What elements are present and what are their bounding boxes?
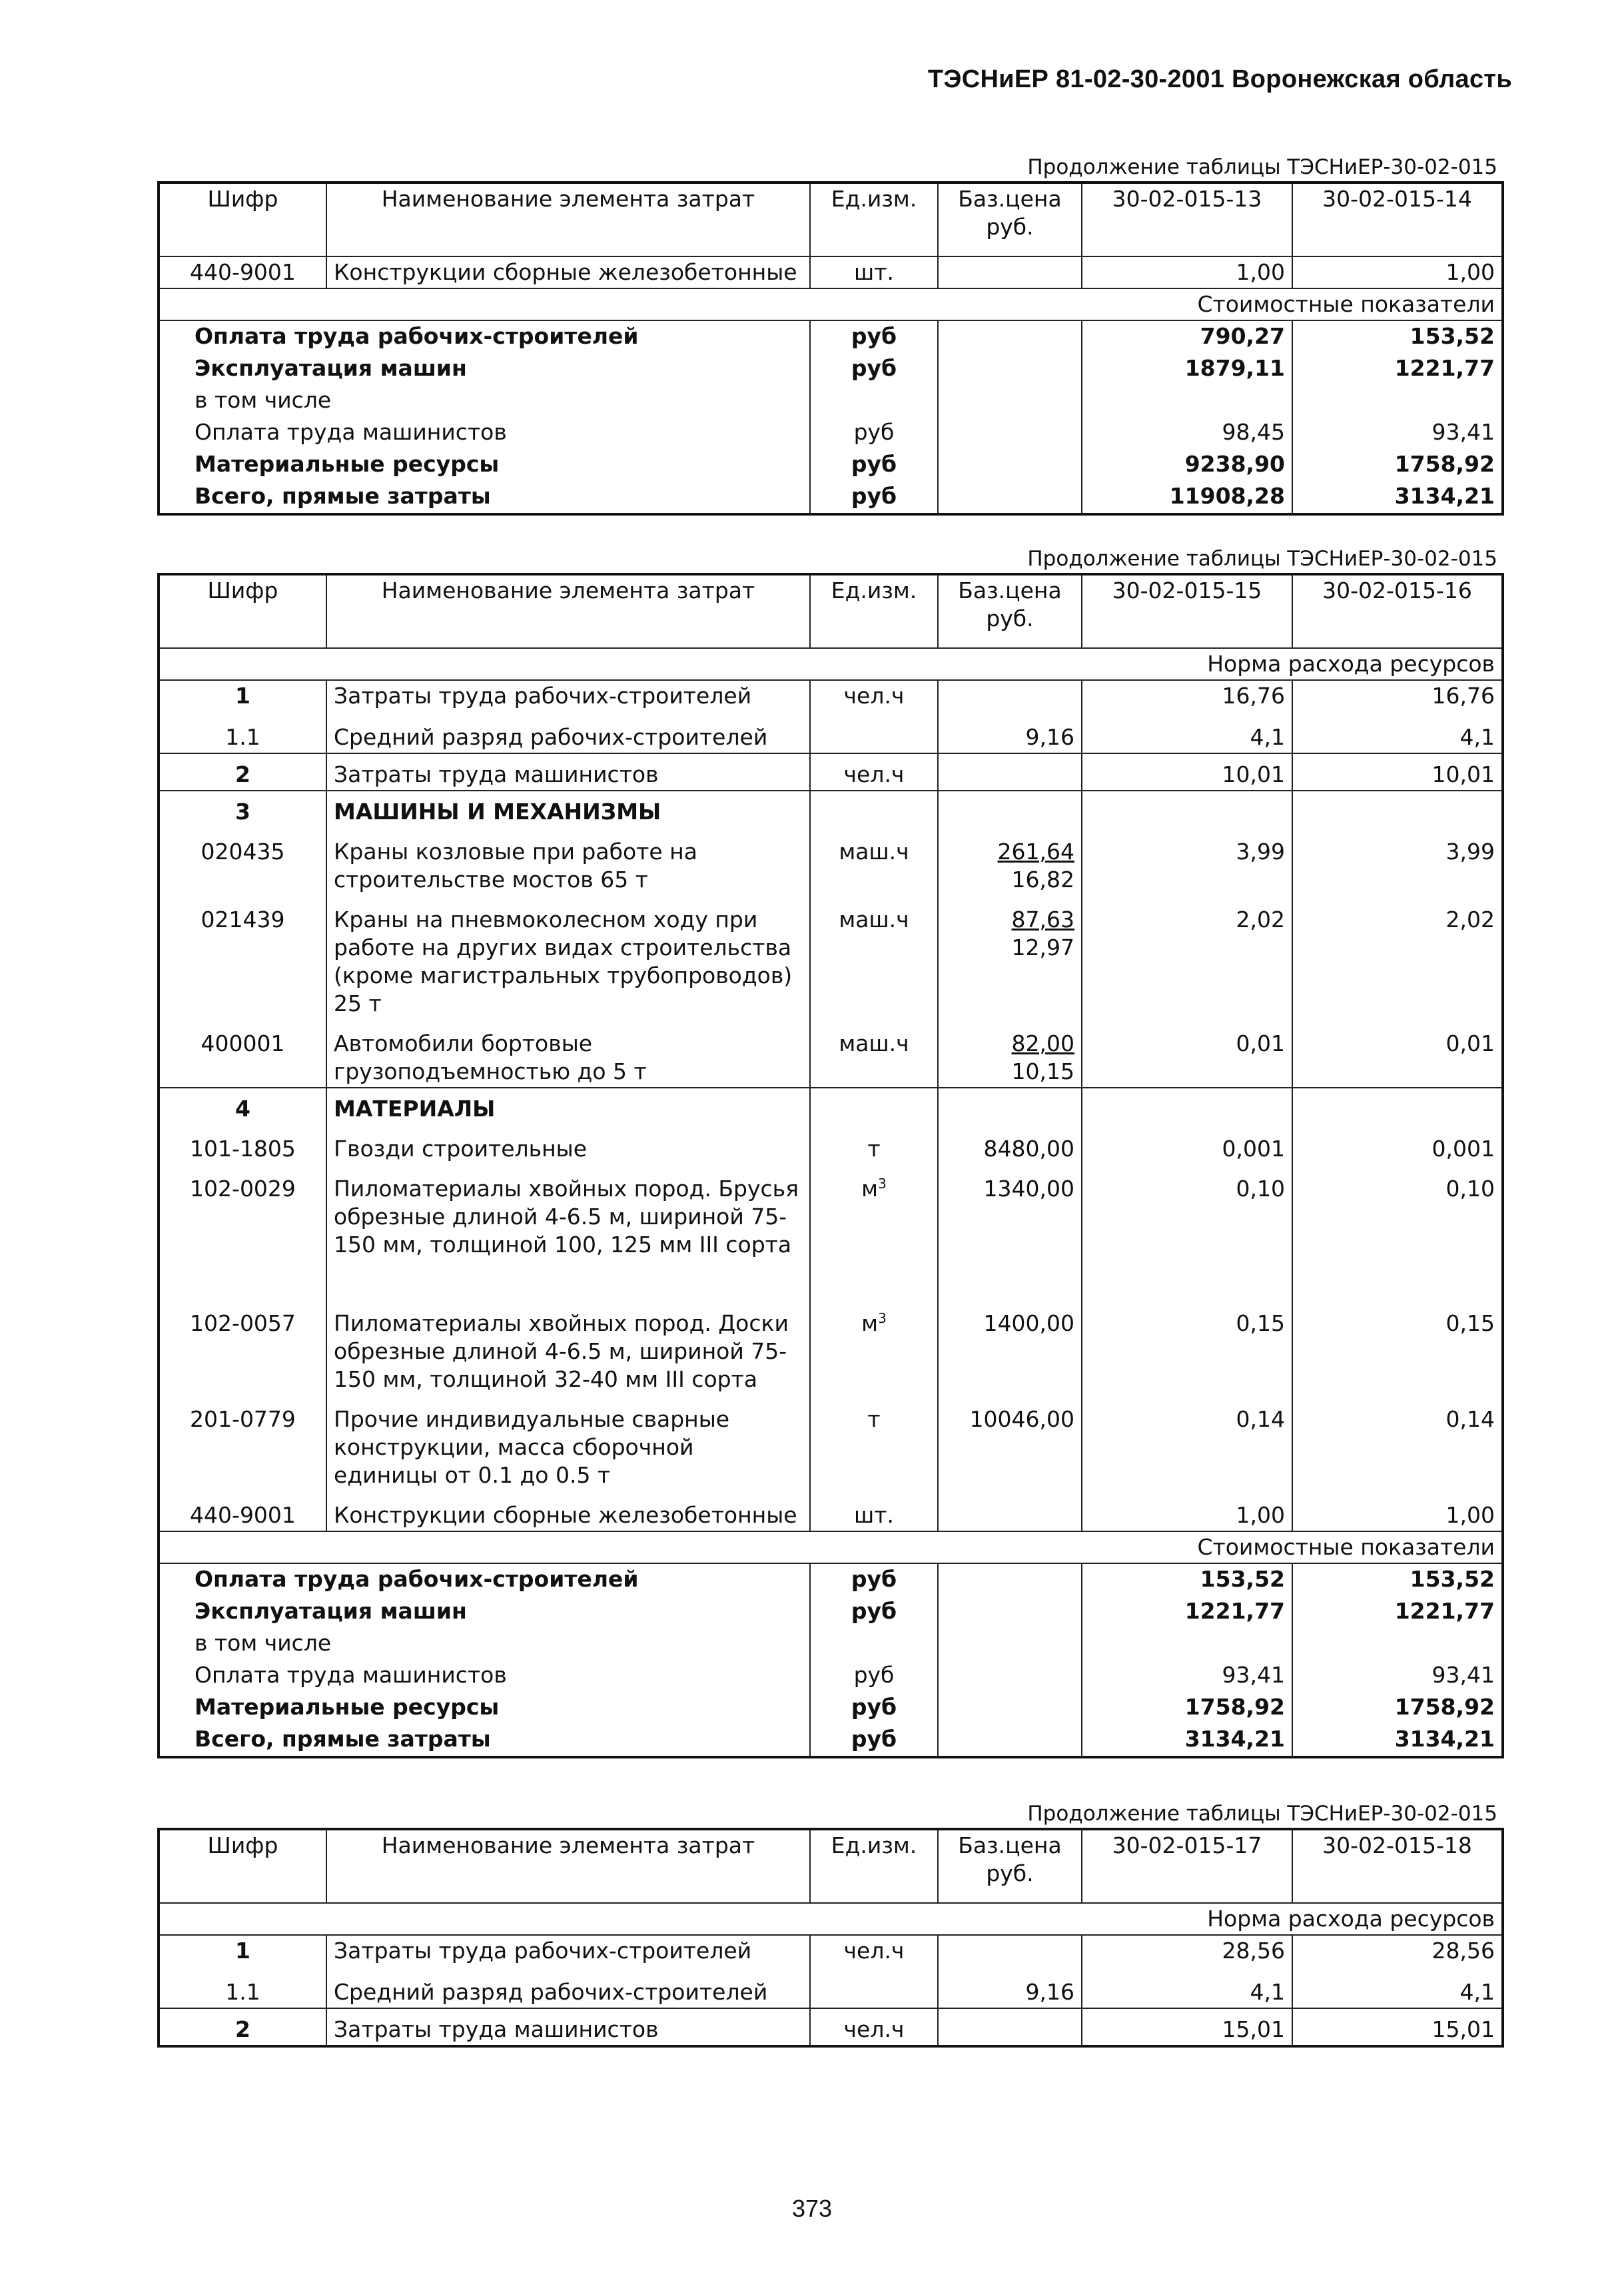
col-header-a: 30-02-015-17: [1082, 1829, 1292, 1903]
row-value-b: 0,001: [1292, 1124, 1503, 1164]
summary-row: [159, 1660, 1503, 1692]
row-code: 4: [235, 1096, 250, 1122]
row-price: [938, 680, 1082, 711]
row-name: Затраты труда рабочих-строителей: [326, 1935, 810, 1966]
summary-value-a: 1221,77: [1082, 1596, 1292, 1628]
summary-label: Оплата труда рабочих-строителей: [195, 1566, 639, 1592]
row-value-b: 28,56: [1292, 1935, 1503, 1966]
row-name: Автомобили бортовые грузоподъемностью до 5 т: [326, 1019, 810, 1088]
row-code: 2: [235, 761, 250, 787]
row-value-a: 10,01: [1082, 753, 1292, 791]
summary-title: Стоимостные показатели: [159, 1531, 1503, 1563]
row-value-a: 4,1: [1082, 1966, 1292, 2008]
table-row: [159, 1299, 1503, 1395]
table-row: [159, 895, 1503, 1019]
row-name: Конструкции сборные железобетонные: [326, 256, 810, 288]
table-row: [159, 256, 1503, 288]
group-title: МАТЕРИАЛЫ: [326, 1088, 810, 1124]
table-row: [159, 1966, 1503, 2008]
row-unit: шт.: [810, 1491, 938, 1531]
row-code: 440-9001: [159, 256, 326, 288]
col-header-a: 30-02-015-15: [1082, 574, 1292, 648]
summary-unit: руб: [810, 449, 938, 481]
summary-unit: руб: [810, 1724, 938, 1757]
norm-title-row: [159, 648, 1503, 680]
table-row: [159, 1124, 1503, 1164]
row-unit: $м^3$: [810, 1299, 938, 1395]
row-name: Пиломатериалы хвойных пород. Доски обрезные длиной 4-6.5 м, шириной 75-150 мм, толщиной 32-40 мм III сорта: [326, 1299, 810, 1395]
summary-value-b: [1292, 1628, 1503, 1660]
summary-label: Всего, прямые затраты: [195, 483, 491, 509]
col-header-a: 30-02-015-13: [1082, 183, 1292, 256]
row-unit: т: [810, 1395, 938, 1491]
row-code: 102-0057: [190, 1310, 296, 1336]
row-unit: чел.ч: [810, 1935, 938, 1966]
row-value-a: 2,02: [1082, 895, 1292, 1019]
row-code: 201-0779: [190, 1406, 296, 1432]
table-row: [159, 711, 1503, 753]
col-header-b: 30-02-015-16: [1292, 574, 1503, 648]
row-price: 87,63 12,97: [938, 895, 1082, 1019]
table-row: [159, 1164, 1503, 1299]
col-header-name: Наименование элемента затрат: [326, 574, 810, 648]
row-unit: маш.ч: [810, 1019, 938, 1088]
row-price: 1340,00: [938, 1164, 1082, 1299]
summary-row: [159, 1596, 1503, 1628]
cost-table-1: [157, 181, 1504, 516]
summary-unit: руб: [810, 353, 938, 385]
summary-value-a: 11908,28: [1082, 481, 1292, 514]
col-header-price: Баз.цена руб.: [938, 574, 1082, 648]
table-header-row: [159, 183, 1503, 256]
col-header-unit: Ед.изм.: [810, 183, 938, 256]
col-header-code: Шифр: [159, 1829, 326, 1903]
summary-title-row: [159, 1531, 1503, 1563]
col-header-code: Шифр: [159, 574, 326, 648]
table-row: [159, 753, 1503, 791]
row-code: 3: [235, 799, 250, 825]
row-code: 1: [235, 683, 250, 709]
row-value-b: 0,01: [1292, 1019, 1503, 1088]
summary-value-b: 1758,92: [1292, 1692, 1503, 1724]
summary-value-a: 9238,90: [1082, 449, 1292, 481]
col-header-name: Наименование элемента затрат: [326, 1829, 810, 1903]
table-header-row: [159, 574, 1503, 648]
row-name: Краны на пневмоколесном ходу при работе на других видах строительства (кроме магистральных трубопроводов) 25 т: [326, 895, 810, 1019]
summary-title-row: [159, 288, 1503, 320]
summary-value-b: 153,52: [1292, 1563, 1503, 1596]
row-name: Средний разряд рабочих-строителей: [326, 1966, 810, 2008]
table-section-1: [157, 153, 1501, 516]
row-code: 400001: [201, 1030, 285, 1056]
row-price: 1400,00: [938, 1299, 1082, 1395]
row-price: [938, 753, 1082, 791]
summary-value-a: [1082, 1628, 1292, 1660]
table-section-3: [157, 1800, 1501, 2048]
row-value-b: 16,76: [1292, 680, 1503, 711]
row-value-a: 3,99: [1082, 827, 1292, 895]
summary-unit: руб: [810, 481, 938, 514]
summary-title: Стоимостные показатели: [159, 288, 1503, 320]
row-price: 9,16: [938, 711, 1082, 753]
row-unit: т: [810, 1124, 938, 1164]
row-value-a: 0,14: [1082, 1395, 1292, 1491]
summary-label: Материальные ресурсы: [195, 1694, 500, 1720]
row-price: 261,64 16,82: [938, 827, 1082, 895]
table-continuation-caption: Продолжение таблицы ТЭСНиЕР-30-02-015: [1027, 1802, 1497, 1826]
col-header-code: Шифр: [159, 183, 326, 256]
table-continuation-caption: Продолжение таблицы ТЭСНиЕР-30-02-015: [1027, 155, 1497, 179]
row-code: 1.1: [225, 1979, 260, 2005]
table-row: [159, 1395, 1503, 1491]
row-name: Пиломатериалы хвойных пород. Брусья обрезные длиной 4-6.5 м, шириной 75-150 мм, толщиной 100, 125 мм III сорта: [326, 1164, 810, 1299]
row-code: 101-1805: [190, 1136, 296, 1162]
table-row: [159, 2008, 1503, 2046]
col-header-price: Баз.цена руб.: [938, 183, 1082, 256]
row-value-b: 0,10: [1292, 1164, 1503, 1299]
col-header-b: 30-02-015-14: [1292, 183, 1503, 256]
summary-value-b: 3134,21: [1292, 481, 1503, 514]
summary-row: [159, 1724, 1503, 1757]
row-price: [938, 2008, 1082, 2046]
summary-label: в том числе: [195, 387, 332, 413]
summary-value-a: 1879,11: [1082, 353, 1292, 385]
summary-value-a: 93,41: [1082, 1660, 1292, 1692]
row-value-a: 0,001: [1082, 1124, 1292, 1164]
row-price: [938, 1935, 1082, 1966]
row-code: 020435: [201, 839, 285, 865]
summary-row: [159, 449, 1503, 481]
row-name: Гвозди строительные: [326, 1124, 810, 1164]
norm-title: Норма расхода ресурсов: [159, 648, 1503, 680]
table-row: [159, 1935, 1503, 1966]
row-unit: шт.: [810, 256, 938, 288]
row-code: 440-9001: [190, 1502, 296, 1528]
row-value-b: 15,01: [1292, 2008, 1503, 2046]
summary-unit: руб: [810, 1660, 938, 1692]
row-value-b: 1,00: [1292, 256, 1503, 288]
row-value-a: 16,76: [1082, 680, 1292, 711]
summary-row: [159, 1628, 1503, 1660]
summary-label: Материальные ресурсы: [195, 451, 500, 477]
summary-value-b: 1221,77: [1292, 1596, 1503, 1628]
row-unit: чел.ч: [810, 753, 938, 791]
row-name: Средний разряд рабочих-строителей: [326, 711, 810, 753]
row-code: 021439: [201, 907, 285, 933]
summary-label: в том числе: [195, 1630, 332, 1656]
group-row: [159, 791, 1503, 827]
col-header-b: 30-02-015-18: [1292, 1829, 1503, 1903]
document-header-title: ТЭСНиЕР 81-02-30-2001 Воронежская область: [927, 65, 1512, 93]
summary-unit: руб: [810, 1692, 938, 1724]
summary-label: Эксплуатация машин: [195, 355, 467, 381]
row-unit: [810, 1966, 938, 2008]
row-price: 10046,00: [938, 1395, 1082, 1491]
summary-row: [159, 481, 1503, 514]
summary-value-a: 3134,21: [1082, 1724, 1292, 1757]
cost-table-2: [157, 573, 1504, 1758]
summary-label: Эксплуатация машин: [195, 1598, 467, 1624]
row-unit: $м^3$: [810, 1164, 938, 1299]
table-continuation-caption: Продолжение таблицы ТЭСНиЕР-30-02-015: [1027, 547, 1497, 571]
col-header-name: Наименование элемента затрат: [326, 183, 810, 256]
table-row: [159, 1491, 1503, 1531]
row-price: 82,00 10,15: [938, 1019, 1082, 1088]
row-name: Затраты труда машинистов: [326, 753, 810, 791]
norm-title: Норма расхода ресурсов: [159, 1903, 1503, 1935]
row-code: 2: [235, 2016, 250, 2042]
row-value-a: 1,00: [1082, 1491, 1292, 1531]
row-value-b: 0,15: [1292, 1299, 1503, 1395]
summary-row: [159, 353, 1503, 385]
norm-title-row: [159, 1903, 1503, 1935]
summary-row: [159, 320, 1503, 353]
row-value-a: 1,00: [1082, 256, 1292, 288]
summary-label: Оплата труда машинистов: [195, 419, 507, 445]
row-value-b: 4,1: [1292, 711, 1503, 753]
summary-value-a: 1758,92: [1082, 1692, 1292, 1724]
row-value-b: 3,99: [1292, 827, 1503, 895]
summary-unit: руб: [810, 320, 938, 353]
row-value-a: 4,1: [1082, 711, 1292, 753]
page-number: 373: [791, 2195, 833, 2222]
row-price: [938, 1491, 1082, 1531]
row-price: [938, 256, 1082, 288]
row-name: Затраты труда рабочих-строителей: [326, 680, 810, 711]
col-header-unit: Ед.изм.: [810, 1829, 938, 1903]
table-section-2: [157, 545, 1501, 1758]
summary-unit: [810, 1628, 938, 1660]
row-code: 1.1: [225, 724, 260, 750]
row-value-b: 10,01: [1292, 753, 1503, 791]
group-title: МАШИНЫ И МЕХАНИЗМЫ: [326, 791, 810, 827]
summary-value-b: [1292, 385, 1503, 417]
table-row: [159, 680, 1503, 711]
group-row: [159, 1088, 1503, 1124]
col-header-price: Баз.цена руб.: [938, 1829, 1082, 1903]
row-value-a: 0,15: [1082, 1299, 1292, 1395]
row-name: Краны козловые при работе на строительстве мостов 65 т: [326, 827, 810, 895]
row-unit: маш.ч: [810, 895, 938, 1019]
summary-unit: руб: [810, 1563, 938, 1596]
summary-value-a: 790,27: [1082, 320, 1292, 353]
summary-value-a: [1082, 385, 1292, 417]
summary-value-a: 153,52: [1082, 1563, 1292, 1596]
summary-unit: руб: [810, 1596, 938, 1628]
summary-value-b: 93,41: [1292, 417, 1503, 449]
summary-label: Всего, прямые затраты: [195, 1726, 491, 1752]
row-value-b: 2,02: [1292, 895, 1503, 1019]
row-value-a: 0,10: [1082, 1164, 1292, 1299]
row-unit: [810, 711, 938, 753]
row-unit: маш.ч: [810, 827, 938, 895]
summary-value-b: 153,52: [1292, 320, 1503, 353]
row-name: Конструкции сборные железобетонные: [326, 1491, 810, 1531]
row-code: 1: [235, 1938, 250, 1964]
row-value-a: 15,01: [1082, 2008, 1292, 2046]
summary-row: [159, 1563, 1503, 1596]
table-header-row: [159, 1829, 1503, 1903]
row-unit: чел.ч: [810, 2008, 938, 2046]
summary-label: Оплата труда машинистов: [195, 1662, 507, 1688]
summary-row: [159, 385, 1503, 417]
summary-row: [159, 417, 1503, 449]
summary-row: [159, 1692, 1503, 1724]
summary-value-b: 1758,92: [1292, 449, 1503, 481]
row-value-b: 1,00: [1292, 1491, 1503, 1531]
summary-label: Оплата труда рабочих-строителей: [195, 323, 639, 349]
row-value-a: 28,56: [1082, 1935, 1292, 1966]
table-row: [159, 827, 1503, 895]
row-price: 9,16: [938, 1966, 1082, 2008]
summary-unit: [810, 385, 938, 417]
summary-value-b: 93,41: [1292, 1660, 1503, 1692]
col-header-unit: Ед.изм.: [810, 574, 938, 648]
summary-unit: руб: [810, 417, 938, 449]
row-name: Затраты труда машинистов: [326, 2008, 810, 2046]
row-value-b: 0,14: [1292, 1395, 1503, 1491]
table-row: [159, 1019, 1503, 1088]
row-name: Прочие индивидуальные сварные конструкции, масса сборочной единицы от 0.1 до 0.5 т: [326, 1395, 810, 1491]
summary-value-b: 3134,21: [1292, 1724, 1503, 1757]
row-code: 102-0029: [190, 1176, 296, 1202]
cost-table-3: [157, 1828, 1504, 2048]
row-value-a: 0,01: [1082, 1019, 1292, 1088]
summary-value-b: 1221,77: [1292, 353, 1503, 385]
summary-value-a: 98,45: [1082, 417, 1292, 449]
row-price: 8480,00: [938, 1124, 1082, 1164]
row-value-b: 4,1: [1292, 1966, 1503, 2008]
row-unit: чел.ч: [810, 680, 938, 711]
